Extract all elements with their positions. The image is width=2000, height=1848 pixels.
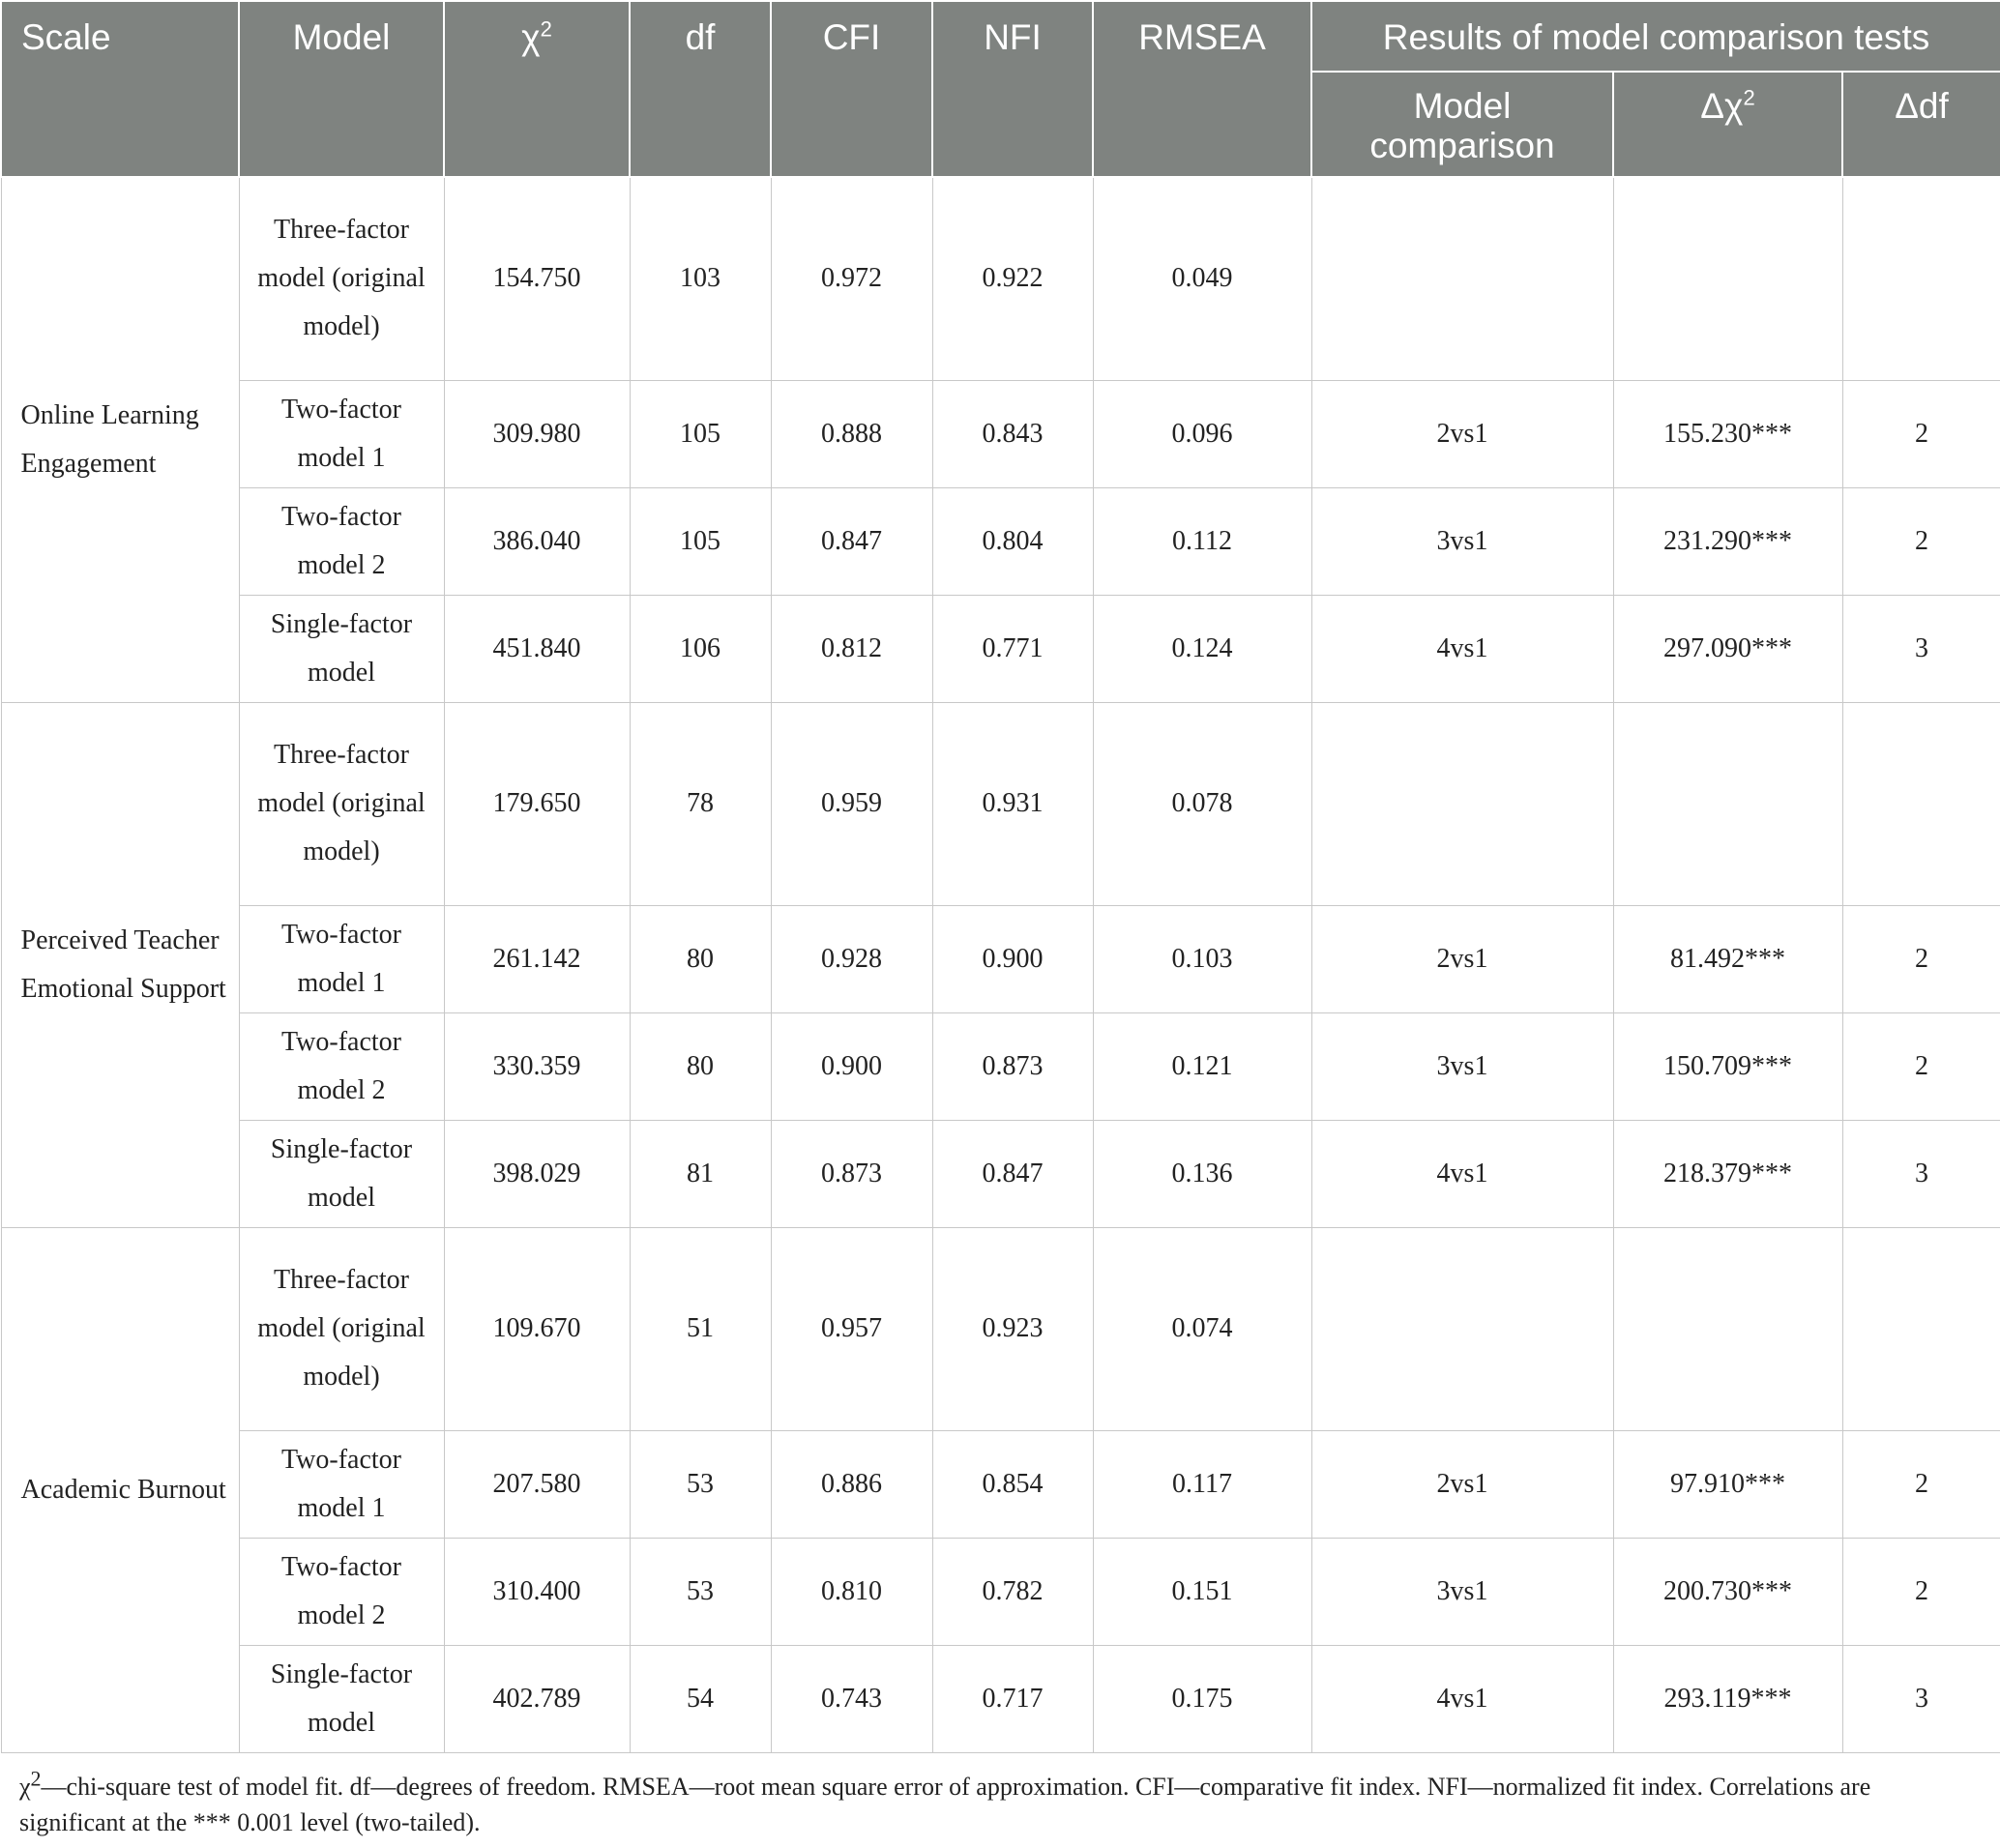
comparison-cell: 2vs1 (1311, 380, 1613, 487)
chi-square-cell: 330.359 (444, 1012, 630, 1120)
chi-square-cell: 309.980 (444, 380, 630, 487)
delta-df-cell: 3 (1842, 1120, 2000, 1227)
df-cell: 81 (630, 1120, 771, 1227)
cfi-cell: 0.888 (771, 380, 932, 487)
table-row (1, 1430, 2000, 1538)
delta-chi-square-cell (1613, 1227, 1842, 1430)
delta-chi-square-cell: 155.230*** (1613, 380, 1842, 487)
chi-square-cell: 109.670 (444, 1227, 630, 1430)
scale-cell: Perceived Teacher Emotional Support (1, 702, 239, 1227)
delta-df-cell: 2 (1842, 487, 2000, 595)
delta-df-cell: 2 (1842, 380, 2000, 487)
df-cell: 103 (630, 177, 771, 380)
chi-square-cell: 386.040 (444, 487, 630, 595)
rmsea-cell: 0.151 (1093, 1538, 1311, 1645)
header-model: Model (239, 1, 444, 177)
delta-chi-square-cell (1613, 177, 1842, 380)
nfi-cell: 0.931 (932, 702, 1093, 905)
comparison-cell: 3vs1 (1311, 1012, 1613, 1120)
df-cell: 80 (630, 1012, 771, 1120)
table-row (1, 905, 2000, 1012)
footnote-chi-symbol: χ (19, 1773, 31, 1801)
comparison-cell: 4vs1 (1311, 1645, 1613, 1752)
table-row (1, 595, 2000, 702)
cfi-cell: 0.743 (771, 1645, 932, 1752)
comparison-cell: 2vs1 (1311, 905, 1613, 1012)
nfi-cell: 0.717 (932, 1645, 1093, 1752)
nfi-cell: 0.771 (932, 595, 1093, 702)
rmsea-cell: 0.078 (1093, 702, 1311, 905)
header-chi-symbol: χ (521, 17, 541, 57)
table-row (1, 380, 2000, 487)
cfi-cell: 0.957 (771, 1227, 932, 1430)
df-cell: 51 (630, 1227, 771, 1430)
nfi-cell: 0.782 (932, 1538, 1093, 1645)
rmsea-cell: 0.121 (1093, 1012, 1311, 1120)
header-results-group: Results of model comparison tests (1311, 1, 2000, 72)
delta-chi-square-cell: 293.119*** (1613, 1645, 1842, 1752)
comparison-cell (1311, 177, 1613, 380)
table-row (1, 1227, 2000, 1430)
header-df: df (630, 1, 771, 177)
delta-chi-square-cell: 297.090*** (1613, 595, 1842, 702)
rmsea-cell: 0.117 (1093, 1430, 1311, 1538)
nfi-cell: 0.804 (932, 487, 1093, 595)
model-cell: Single-factor model (239, 1645, 444, 1752)
nfi-cell: 0.922 (932, 177, 1093, 380)
nfi-cell: 0.854 (932, 1430, 1093, 1538)
comparison-cell: 2vs1 (1311, 1430, 1613, 1538)
header-chi-sup: 2 (540, 16, 552, 42)
table-row (1, 1645, 2000, 1752)
table-row (1, 1120, 2000, 1227)
chi-square-cell: 207.580 (444, 1430, 630, 1538)
delta-df-cell: 3 (1842, 1645, 2000, 1752)
model-cell: Three-factor model (original model) (239, 177, 444, 380)
comparison-cell: 3vs1 (1311, 1538, 1613, 1645)
delta-df-cell: 3 (1842, 595, 2000, 702)
cfi-cell: 0.886 (771, 1430, 932, 1538)
model-cell: Two-factor model 1 (239, 380, 444, 487)
delta-chi-square-cell: 150.709*** (1613, 1012, 1842, 1120)
header-nfi: NFI (932, 1, 1093, 177)
rmsea-cell: 0.096 (1093, 380, 1311, 487)
model-cell: Single-factor model (239, 1120, 444, 1227)
delta-chi-square-cell: 231.290*** (1613, 487, 1842, 595)
cfi-cell: 0.972 (771, 177, 932, 380)
df-cell: 80 (630, 905, 771, 1012)
header-rmsea: RMSEA (1093, 1, 1311, 177)
delta-df-cell: 2 (1842, 905, 2000, 1012)
cfi-cell: 0.847 (771, 487, 932, 595)
header-cfi: CFI (771, 1, 932, 177)
df-cell: 53 (630, 1430, 771, 1538)
delta-chi-square-cell: 200.730*** (1613, 1538, 1842, 1645)
chi-square-cell: 451.840 (444, 595, 630, 702)
model-cell: Two-factor model 1 (239, 1430, 444, 1538)
delta-chi-square-cell: 81.492*** (1613, 905, 1842, 1012)
header-delta-chi-square (1613, 72, 1842, 177)
table-row (1, 1012, 2000, 1120)
header-model-comparison: Model comparison (1311, 72, 1613, 177)
table-row (1, 702, 2000, 905)
df-cell: 106 (630, 595, 771, 702)
comparison-cell (1311, 1227, 1613, 1430)
chi-square-cell: 261.142 (444, 905, 630, 1012)
rmsea-cell: 0.112 (1093, 487, 1311, 595)
delta-chi-square-cell: 218.379*** (1613, 1120, 1842, 1227)
model-cell: Two-factor model 2 (239, 1538, 444, 1645)
delta-df-cell (1842, 177, 2000, 380)
comparison-cell: 3vs1 (1311, 487, 1613, 595)
model-cell: Two-factor model 2 (239, 487, 444, 595)
model-cell: Two-factor model 2 (239, 1012, 444, 1120)
cfi-cell: 0.810 (771, 1538, 932, 1645)
table-footnote (19, 1766, 1963, 1840)
rmsea-cell: 0.049 (1093, 177, 1311, 380)
rmsea-cell: 0.175 (1093, 1645, 1311, 1752)
cfi-cell: 0.959 (771, 702, 932, 905)
cfi-cell: 0.812 (771, 595, 932, 702)
df-cell: 105 (630, 487, 771, 595)
nfi-cell: 0.873 (932, 1012, 1093, 1120)
model-cell: Two-factor model 1 (239, 905, 444, 1012)
nfi-cell: 0.847 (932, 1120, 1093, 1227)
rmsea-cell: 0.136 (1093, 1120, 1311, 1227)
delta-df-cell: 2 (1842, 1430, 2000, 1538)
header-delta-chi-sup: 2 (1743, 85, 1755, 110)
delta-df-cell: 2 (1842, 1538, 2000, 1645)
chi-square-cell: 179.650 (444, 702, 630, 905)
df-cell: 53 (630, 1538, 771, 1645)
df-cell: 78 (630, 702, 771, 905)
delta-df-cell (1842, 1227, 2000, 1430)
df-cell: 105 (630, 380, 771, 487)
comparison-cell (1311, 702, 1613, 905)
header-delta-df: Δdf (1842, 72, 2000, 177)
chi-square-cell: 398.029 (444, 1120, 630, 1227)
footnote-text: —chi-square test of model fit. df—degrees of freedom. RMSEA—root mean square error of approximation. CFI—comparative fit index. NFI—normalized fit index. Correlations are significant at the *** 0.001 level (two-tailed). (19, 1773, 1871, 1836)
nfi-cell: 0.923 (932, 1227, 1093, 1430)
nfi-cell: 0.900 (932, 905, 1093, 1012)
scale-cell: Academic Burnout (1, 1227, 239, 1752)
chi-square-cell: 154.750 (444, 177, 630, 380)
header-scale: Scale (1, 1, 239, 177)
header-delta-chi-symbol: Δχ (1700, 86, 1744, 126)
delta-df-cell (1842, 702, 2000, 905)
table-row (1, 487, 2000, 595)
table-row (1, 177, 2000, 380)
delta-df-cell: 2 (1842, 1012, 2000, 1120)
chi-square-cell: 310.400 (444, 1538, 630, 1645)
cfi-cell: 0.900 (771, 1012, 932, 1120)
model-cell: Single-factor model (239, 595, 444, 702)
cfi-cell: 0.873 (771, 1120, 932, 1227)
rmsea-cell: 0.074 (1093, 1227, 1311, 1430)
rmsea-cell: 0.124 (1093, 595, 1311, 702)
table-row (1, 1538, 2000, 1645)
chi-square-cell: 402.789 (444, 1645, 630, 1752)
cfi-cell: 0.928 (771, 905, 932, 1012)
delta-chi-square-cell: 97.910*** (1613, 1430, 1842, 1538)
header-chi-square (444, 1, 630, 177)
comparison-cell: 4vs1 (1311, 1120, 1613, 1227)
delta-chi-square-cell (1613, 702, 1842, 905)
df-cell: 54 (630, 1645, 771, 1752)
comparison-cell: 4vs1 (1311, 595, 1613, 702)
scale-cell: Online Learning Engagement (1, 177, 239, 702)
nfi-cell: 0.843 (932, 380, 1093, 487)
footnote-chi-sup: 2 (30, 1766, 42, 1791)
model-cell: Three-factor model (original model) (239, 702, 444, 905)
model-cell: Three-factor model (original model) (239, 1227, 444, 1430)
rmsea-cell: 0.103 (1093, 905, 1311, 1012)
